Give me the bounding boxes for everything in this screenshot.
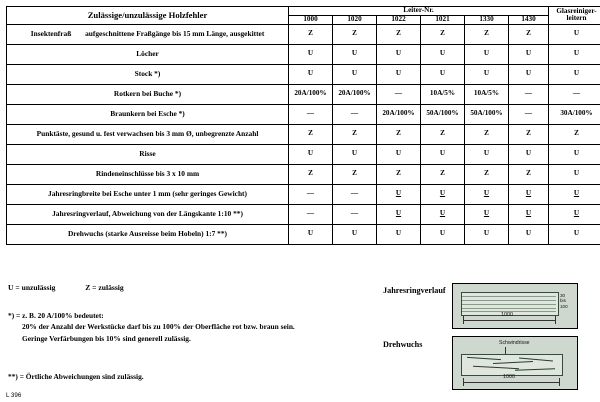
cell-value: Z bbox=[509, 164, 549, 184]
cell-value: U bbox=[333, 44, 377, 64]
table-row bbox=[7, 144, 600, 164]
header-col-1430: 1430 bbox=[509, 15, 549, 24]
cell-value: U bbox=[465, 44, 509, 64]
cell-value: — bbox=[509, 104, 549, 124]
cell-value: Z bbox=[289, 124, 333, 144]
table-row bbox=[7, 204, 600, 224]
cell-value: U bbox=[549, 24, 600, 44]
cell-value: U bbox=[289, 64, 333, 84]
cell-value: — bbox=[509, 84, 549, 104]
table-row bbox=[7, 64, 600, 84]
header-col-1330: 1330 bbox=[465, 15, 509, 24]
row-label: Jahresringbreite bei Esche unter 1 mm (sehr geringes Gewicht) bbox=[7, 184, 289, 204]
cell-value: Z bbox=[509, 24, 549, 44]
cell-value: U bbox=[421, 204, 465, 224]
cell-value: Z bbox=[465, 164, 509, 184]
cell-value: U bbox=[421, 144, 465, 164]
cell-value: U bbox=[509, 64, 549, 84]
table-row bbox=[7, 164, 600, 184]
cell-value: Z bbox=[421, 124, 465, 144]
cell-value: — bbox=[333, 104, 377, 124]
row-label-sub: aufgeschnittene Fraßgänge bis 15 mm Länge, ausgekittet bbox=[85, 29, 265, 39]
cell-value: U bbox=[509, 144, 549, 164]
cell-value: Z bbox=[333, 164, 377, 184]
dimension-line bbox=[463, 382, 559, 383]
dimension-line bbox=[463, 320, 555, 321]
cell-value: — bbox=[333, 204, 377, 224]
cell-value: U bbox=[421, 184, 465, 204]
row-label: Löcher bbox=[7, 44, 289, 64]
cell-value: U bbox=[549, 144, 600, 164]
figure-2-drawing bbox=[453, 337, 577, 389]
row-label bbox=[7, 24, 289, 44]
figure-1-drawing bbox=[453, 284, 577, 328]
notes bbox=[8, 310, 338, 344]
cell-value: U bbox=[289, 44, 333, 64]
cell-value: U bbox=[509, 224, 549, 244]
cell-value: Z bbox=[377, 24, 421, 44]
cell-value: Z bbox=[289, 164, 333, 184]
table-row bbox=[7, 84, 600, 104]
row-label: Stock *) bbox=[7, 64, 289, 84]
cell-value: Z bbox=[549, 124, 600, 144]
vdim-line-1: 30 bbox=[560, 293, 566, 298]
table-row bbox=[7, 224, 600, 244]
dimension-tick bbox=[555, 316, 556, 324]
dimension-label: 1000 bbox=[503, 374, 515, 380]
cell-value: U bbox=[465, 204, 509, 224]
cell-value: U bbox=[549, 224, 600, 244]
figure-2-caption: Schwindrisse bbox=[499, 340, 530, 346]
cell-value: Z bbox=[377, 164, 421, 184]
cell-value: Z bbox=[421, 164, 465, 184]
cell-value: U bbox=[377, 184, 421, 204]
header-col-1000: 1000 bbox=[289, 15, 333, 24]
cell-value: 20A/100% bbox=[289, 84, 333, 104]
cell-value: — bbox=[289, 184, 333, 204]
figure-2-title: Drehwuchs bbox=[383, 340, 423, 349]
header-col-1022: 1022 bbox=[377, 15, 421, 24]
header-group-leiter-nr: Leiter-Nr. bbox=[289, 7, 549, 16]
header-main: Zulässige/unzulässige Holzfehler bbox=[7, 7, 289, 25]
footer-code: L 396 bbox=[6, 392, 22, 399]
row-label: Drehwuchs (starke Ausreisse beim Hobeln) 1:7 **) bbox=[7, 224, 289, 244]
cell-value: U bbox=[333, 64, 377, 84]
wood-defects-table bbox=[6, 6, 600, 245]
cell-value: — bbox=[377, 84, 421, 104]
header-col-1020: 1020 bbox=[333, 15, 377, 24]
cell-value: U bbox=[549, 64, 600, 84]
cell-value: Z bbox=[465, 124, 509, 144]
vertical-dimension bbox=[560, 293, 568, 309]
row-label: Rotkern bei Buche *) bbox=[7, 84, 289, 104]
row-label: Rindeneinschlüsse bis 3 x 10 mm bbox=[7, 164, 289, 184]
cell-value: U bbox=[421, 64, 465, 84]
cell-value: — bbox=[289, 204, 333, 224]
dimension-tick bbox=[463, 316, 464, 324]
legend bbox=[8, 283, 124, 292]
table-row bbox=[7, 124, 600, 144]
vdim-line-3: 100 bbox=[560, 303, 568, 309]
figure-1-title: Jahresringverlauf bbox=[383, 286, 446, 295]
figure-drehwuchs bbox=[452, 336, 578, 390]
cell-value: 50A/100% bbox=[421, 104, 465, 124]
cell-value: U bbox=[333, 144, 377, 164]
header-glasreinigerleitern bbox=[549, 7, 600, 25]
header-glas-line2: leitern bbox=[566, 14, 587, 23]
cell-value: U bbox=[421, 44, 465, 64]
cell-value: U bbox=[465, 224, 509, 244]
cell-value: Z bbox=[333, 124, 377, 144]
figure-jahresringverlauf bbox=[452, 283, 578, 329]
cell-value: U bbox=[333, 224, 377, 244]
cell-value: U bbox=[465, 184, 509, 204]
cell-value: U bbox=[421, 224, 465, 244]
row-label: Braunkern bei Esche *) bbox=[7, 104, 289, 124]
cell-value: — bbox=[549, 84, 600, 104]
cell-value: U bbox=[509, 44, 549, 64]
cell-value: U bbox=[289, 144, 333, 164]
grain-line bbox=[462, 296, 556, 297]
cell-value: U bbox=[465, 64, 509, 84]
legend-zulaessig: Z = zulässig bbox=[85, 283, 124, 292]
note-line-3: Geringe Verfärbungen bis 10% sind generell zulässig. bbox=[22, 333, 191, 343]
cell-value: U bbox=[509, 204, 549, 224]
cell-value: U bbox=[377, 204, 421, 224]
row-label: Jahresringverlauf, Abweichung von der Längskante 1:10 **) bbox=[7, 204, 289, 224]
cell-value: U bbox=[549, 44, 600, 64]
grain-line bbox=[462, 304, 556, 305]
cell-value: U bbox=[465, 144, 509, 164]
cell-value: — bbox=[289, 104, 333, 124]
cell-value: U bbox=[549, 184, 600, 204]
cell-value: Z bbox=[333, 24, 377, 44]
cell-value: Z bbox=[465, 24, 509, 44]
grain-line bbox=[462, 300, 556, 301]
cell-value: U bbox=[289, 224, 333, 244]
table-row bbox=[7, 44, 600, 64]
note-line-2: 20% der Anzahl der Werkstücke darf bis zu 100% der Oberfläche rot bzw. braun sein. bbox=[22, 322, 295, 332]
header-glas-line1: Glasreiniger- bbox=[556, 6, 597, 15]
header-col-1021: 1021 bbox=[421, 15, 465, 24]
cell-value: U bbox=[377, 224, 421, 244]
dimension-tick bbox=[463, 378, 464, 386]
table-row bbox=[7, 24, 600, 44]
dimension-label: 1000 bbox=[501, 312, 513, 318]
cell-value: Z bbox=[509, 124, 549, 144]
cell-value: U bbox=[549, 164, 600, 184]
cell-value: 20A/100% bbox=[377, 104, 421, 124]
cell-value: — bbox=[333, 184, 377, 204]
cell-value: U bbox=[509, 184, 549, 204]
cell-value: U bbox=[377, 44, 421, 64]
cell-value: U bbox=[377, 64, 421, 84]
note-line-1: *) = z. B. 20 A/100% bedeutet: bbox=[8, 311, 104, 320]
note-line-4: **) = Örtliche Abweichungen sind zulässig. bbox=[8, 372, 144, 381]
dimension-tick bbox=[559, 378, 560, 386]
table-row bbox=[7, 104, 600, 124]
cell-value: U bbox=[549, 204, 600, 224]
cell-value: Z bbox=[289, 24, 333, 44]
cell-value: 10A/5% bbox=[421, 84, 465, 104]
cell-value: Z bbox=[377, 124, 421, 144]
cell-value: Z bbox=[421, 24, 465, 44]
cell-value: U bbox=[377, 144, 421, 164]
grain-line bbox=[462, 308, 556, 309]
row-label: Punktäste, gesund u. fest verwachsen bis 3 mm Ø, unbegrenzte Anzahl bbox=[7, 124, 289, 144]
row-label: Risse bbox=[7, 144, 289, 164]
cell-value: 50A/100% bbox=[465, 104, 509, 124]
legend-unzulaessig: U = unzulässig bbox=[8, 283, 56, 292]
cell-value: 30A/100% bbox=[549, 104, 600, 124]
table-row bbox=[7, 184, 600, 204]
cell-value: 20A/100% bbox=[333, 84, 377, 104]
cell-value: 10A/5% bbox=[465, 84, 509, 104]
vdim-line-2: bis bbox=[560, 298, 566, 304]
row-label-main: Insektenfraß bbox=[30, 29, 72, 39]
